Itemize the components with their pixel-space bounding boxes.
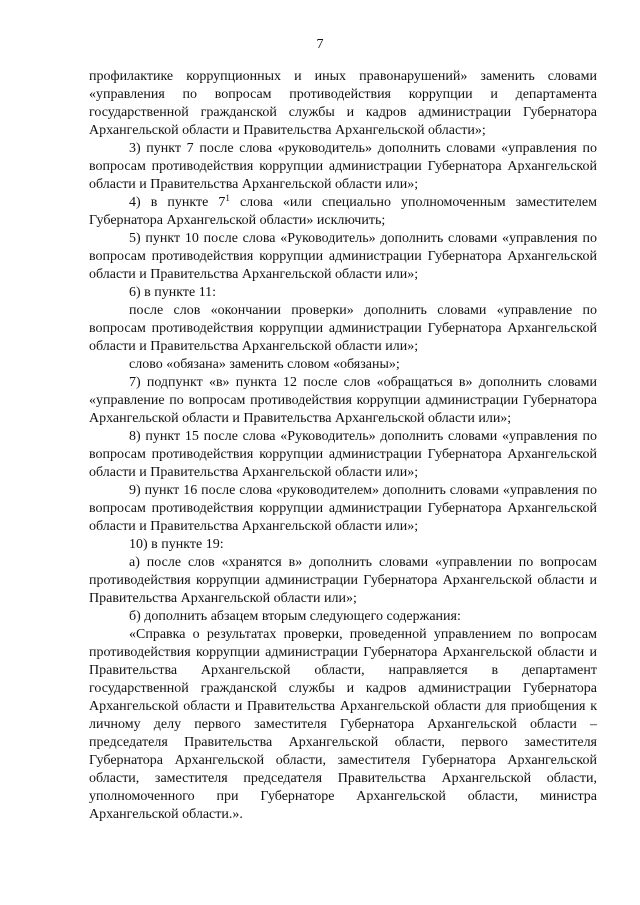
paragraph-item-3: 3) пункт 7 после слова «руководитель» дополнить словами «управления по вопросам противодействия коррупции администрации Губернатора Архангельской области и Правительства Архангельской области или»;	[89, 141, 597, 192]
superscript-one: 1	[225, 193, 230, 203]
paragraph-item-9: 9) пункт 16 после слова «руководителем» дополнить словами «управления по вопросам противодействия коррупции администрации Губернатора Архангельской области и Правительства Архангельской области или»;	[89, 483, 597, 534]
paragraph-item-6-sub-1: после слов «окончании проверки» дополнить словами «управление по вопросам противодействия коррупции администрации Губернатора Архангельской области и Правительства Архангельской области или»;	[89, 303, 597, 354]
paragraph-item-10: 10) в пункте 19:	[129, 537, 224, 552]
paragraph-quoted-text: «Справка о результатах проверки, проведенной управлением по вопросам противодействия коррупции администрации Губернатора Архангельской области и Правительства Архангельской области, направляется в департамент государственной гражданской службы и кадров администрации Губернатора Архангельской области и Правительства Архангельской области для приобщения к личному делу первого заместителя Губернатора Архангельской области – председателя Правительства Архангельской области, первого заместителя Губернатора Архангельской области, заместителя Губернатора Архангельской области, заместителя председателя Правительства Архангельской области, уполномоченного при Губернаторе Архангельской области, министра Архангельской области.».	[89, 627, 597, 822]
paragraph-item-10-a: а) после слов «хранятся в» дополнить словами «управлении по вопросам противодействия коррупции администрации Губернатора Архангельской области и Правительства Архангельской области или»;	[89, 555, 597, 606]
paragraph-item-4-start: 4) в пункте 7	[129, 195, 226, 210]
paragraph-item-7: 7) подпункт «в» пункта 12 после слов «обращаться в» дополнить словами «управление по вопросам противодействия коррупции администрации Губернатора Архангельской области и Правительства Архангельской области или»;	[89, 375, 597, 426]
paragraph-item-6: 6) в пункте 11:	[129, 285, 217, 300]
document-body	[89, 68, 597, 824]
paragraph-item-6-sub-2: слово «обязана» заменить словом «обязаны»;	[129, 357, 400, 372]
paragraph-item-8: 8) пункт 15 после слова «Руководитель» дополнить словами «управления по вопросам противодействия коррупции администрации Губернатора Архангельской области и Правительства Архангельской области или»;	[89, 429, 597, 480]
page-number: 7	[316, 37, 324, 52]
paragraph-item-4-end: слова «или специально уполномоченным заместителем Губернатора Архангельской области» исключить;	[89, 195, 597, 228]
paragraph-item-10-b: б) дополнить абзацем вторым следующего содержания:	[129, 609, 461, 624]
paragraph-item-5: 5) пункт 10 после слова «Руководитель» дополнить словами «управления по вопросам противодействия коррупции администрации Губернатора Архангельской области и Правительства Архангельской области или»;	[89, 231, 597, 282]
paragraph-1: профилактике коррупционных и иных правонарушений» заменить словами «управления по вопросам противодействия коррупции и департамента государственной гражданской службы и кадров администрации Губернатора Архангельской области и Правительства Архангельской области»;	[89, 69, 597, 138]
paragraph-item-4	[89, 194, 597, 230]
